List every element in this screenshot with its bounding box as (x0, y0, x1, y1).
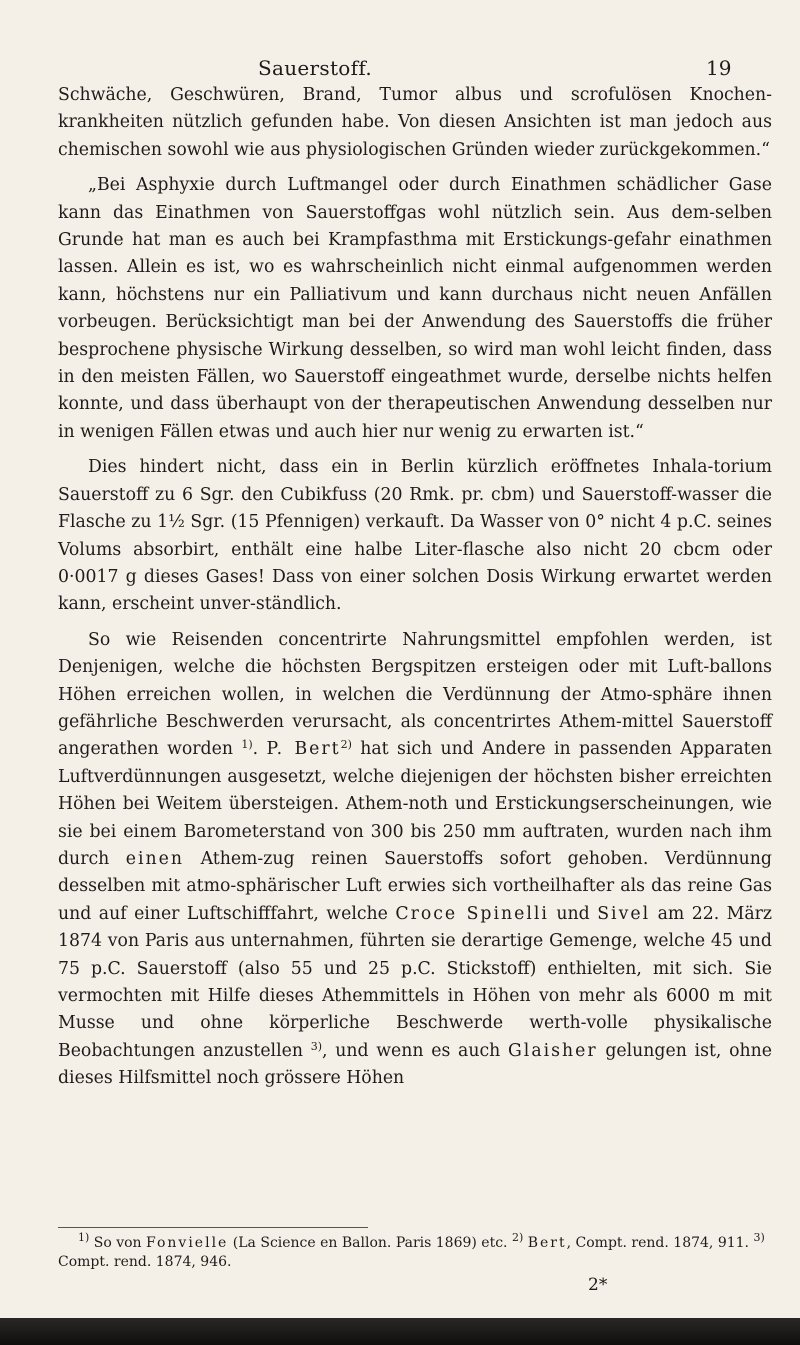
running-title: Sauerstoff. (258, 56, 372, 80)
paragraph-4-text-a: So wie Reisenden concentrirte Nahrungsmittel empfohlen werden, ist Denjenigen, welche die höchsten Bergspitzen ersteigen oder mit Luft-ballons Höhen erreichen wollen, in welchen die Verdünnung der Atmo-sphäre ihnen gefährliche Beschwerden verursacht, als concentrirtes Athem-mittel Sauerstoff angerathen worden (58, 629, 772, 760)
body-text (58, 82, 772, 1101)
signature-mark: 2* (588, 1275, 608, 1295)
paragraph-4-text-f: am 22. März 1874 von Paris aus unternahmen, führten sie derartige Gemenge, welche 45 und 75 p.C. Sauerstoff (also 55 und 25 p.C. Stickstoff) enthielten, mit sich. Sie vermochten mit Hilfe dieses Athemmittels in Höhen von mehr als 6000 m mit Musse und ohne körperliche Beschwerde werth-volle physikalische Beobachtungen anzustellen (58, 903, 773, 1061)
paragraph-1: Schwäche, Geschwüren, Brand, Tumor albus und scrofulösen Knochen-krankheiten nützlich gefunden habe. Von diesen Ansichten ist man jedoch aus chemischen sowohl wie aus physiologischen Gründen wieder zurückgekommen.“ (58, 85, 772, 160)
paragraph-4-text-e: und (548, 903, 598, 924)
footnote-ref-3: 3) (310, 1039, 322, 1053)
footnotes (58, 1231, 772, 1272)
footnote-name-fonvielle: Fonvielle (146, 1235, 229, 1251)
paragraph-3: Dies hindert nicht, dass ein in Berlin kürzlich eröffnetes Inhala-torium Sauerstoff zu 6 Sgr. den Cubikfuss (20 Rmk. pr. cbm) und Sauerstoff-wasser die Flasche zu 1½ Sgr. (15 Pfennigen) verkauft. Da Wasser von 0° nicht 4 p.C. seines Volums absorbirt, enthält eine halbe Liter-flasche also nicht 20 cbcm oder 0·0017 g dieses Gases! Dass von einer solchen Dosis Wirkung erwartet werden kann, erscheint unver-ständlich. (58, 457, 772, 615)
paragraph-4-text-b: . (252, 739, 267, 760)
paragraph-4-text-g: , und wenn es auch (321, 1040, 508, 1061)
word-einen: einen (125, 848, 185, 869)
footnote-divider (58, 1227, 368, 1228)
footnote-marker-2: 2) (511, 1231, 524, 1244)
footnote-ref-2: 2) (340, 738, 352, 752)
name-glaisher: Glaisher (507, 1040, 598, 1061)
paragraph-2: „Bei Asphyxie durch Luftmangel oder durch Einathmen schädlicher Gase kann das Einathmen von Sauerstoffgas wohl nützlich sein. Aus dem-selben Grunde hat man es auch bei Krampfasthma mit Erstickungs-gefahr einathmen lassen. Allein es ist, wo es wahrscheinlich nicht einmal aufgenommen werden kann, höchstens nur ein Palliativum und kann durchaus nicht neuen Anfällen vorbeugen. Berücksichtigt man bei der Anwendung des Sauerstoffs die früher besprochene physische Wirkung desselben, so wird man wohl leicht finden, dass in den meisten Fällen, wo Sauerstoff eingeathmet wurde, derselbe nichts helfen konnte, und dass überhaupt von der therapeutischen Anwendung desselben nur in wenigen Fällen etwas und auch hier nur wenig zu erwarten ist.“ (58, 175, 772, 442)
footnote-name-bert: Bert (527, 1235, 567, 1251)
paragraph-4 (58, 627, 772, 1093)
footnote-block: $^{1)}$ So von Fonvielle (La Science en Ballon. Paris 1869) etc. $^{2)}$ Bert, Compt. rend. 1874, 911. $^{3)}$ Compt. rend. 1874, 946. (58, 1231, 765, 1270)
name-croce-spinelli: Croce Spinelli (395, 903, 549, 924)
page-number: 19 (706, 56, 732, 80)
name-sivel: Sivel (597, 903, 651, 924)
footnote-ref-1: 1) (241, 738, 253, 752)
paragraph-4-text-d: Athem-zug reinen Sauerstoffs sofort gehoben. Verdünnung desselben mit atmo-sphärischer Luft erwies sich vortheilhafter als das reine Gas und auf einer Luftschifffahrt, welche (58, 848, 772, 924)
paragraph-4-text-c: hat sich und Andere in passenden Apparaten Luftverdünnungen ausgesetzt, welche diejenigen der höchsten bisher erreichten Höhen bei Weitem übersteigen. Athem-noth und Erstickungserscheinungen, wie sie bei einem Barometerstand von 300 bis 250 mm auftraten, wurden nach ihm durch (58, 739, 772, 869)
footnote-marker-3: 3) (753, 1231, 765, 1244)
scan-edge-band (0, 1318, 800, 1345)
running-head (0, 56, 800, 80)
footnote-marker-1: 1) (78, 1231, 90, 1244)
name-bert: P. Bert (266, 739, 341, 760)
paragraph-4-text-h: gelungen ist, ohne dieses Hilfsmittel noch grössere Höhen (58, 1040, 772, 1089)
